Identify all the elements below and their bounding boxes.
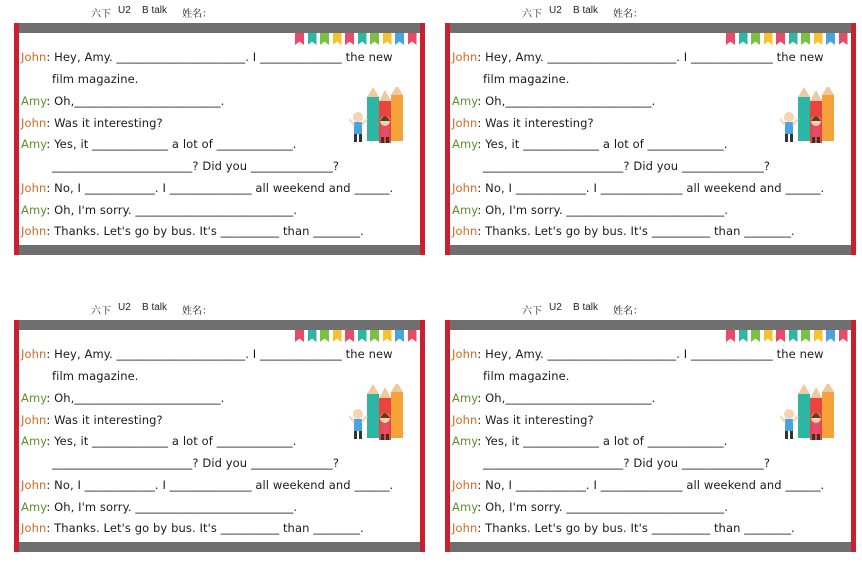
- dialogue-line: [21, 347, 393, 361]
- flag-icon: [789, 33, 798, 45]
- frame-border: [445, 542, 856, 552]
- dialogue-frame: [445, 320, 856, 552]
- frame-border: [445, 320, 450, 552]
- dialogue-line: [483, 456, 770, 470]
- frame-border: [445, 320, 856, 330]
- speaker-name: John: [21, 224, 47, 238]
- dialogue-line: [452, 347, 824, 361]
- bunting-flags-icon: [726, 33, 848, 45]
- dialogue-line: [21, 413, 163, 427]
- flag-icon: [395, 330, 404, 342]
- flag-icon: [826, 330, 835, 342]
- flag-icon: [751, 33, 760, 45]
- flag-icon: [320, 33, 329, 45]
- flag-icon: [408, 330, 417, 342]
- bunting-flags-icon: [726, 330, 848, 342]
- flag-icon: [801, 330, 810, 342]
- line-text: : Yes, it _____________ a lot of _____________.: [46, 137, 297, 151]
- line-text: : Was it interesting?: [46, 413, 163, 427]
- frame-border: [14, 245, 425, 255]
- flag-icon: [320, 330, 329, 342]
- dialogue-line: [21, 181, 393, 195]
- pencils-and-kids-icon: [780, 87, 842, 151]
- line-text: : No, I ____________. I ______________ all weekend and ______.: [477, 181, 825, 195]
- speaker-name: Amy: [452, 137, 478, 151]
- part-label: B talk: [573, 5, 599, 16]
- dialogue-frame: [14, 23, 425, 255]
- dialogue-line: [21, 137, 296, 151]
- line-text: : Oh,_________________________.: [46, 94, 225, 108]
- flag-icon: [345, 33, 354, 45]
- line-text: : Yes, it _____________ a lot of _____________.: [477, 434, 728, 448]
- grade-label: 六下: [91, 306, 111, 317]
- unit-label: U2: [118, 302, 131, 313]
- speaker-name: Amy: [21, 391, 47, 405]
- dialogue-line: [452, 181, 824, 195]
- speaker-name: Amy: [21, 500, 47, 514]
- flag-icon: [839, 330, 848, 342]
- part-label: B talk: [142, 302, 168, 313]
- frame-border: [14, 542, 425, 552]
- flag-icon: [814, 330, 823, 342]
- card-header: [14, 0, 425, 20]
- speaker-name: John: [452, 478, 478, 492]
- flag-icon: [751, 330, 760, 342]
- flag-icon: [358, 33, 367, 45]
- worksheet-card: [445, 297, 856, 555]
- flag-icon: [801, 33, 810, 45]
- line-text: : No, I ____________. I ______________ all weekend and ______.: [46, 181, 394, 195]
- flag-icon: [345, 330, 354, 342]
- dialogue-line: [483, 369, 570, 383]
- line-text: : Oh, I'm sorry. ___________________________.: [46, 203, 298, 217]
- speaker-name: Amy: [452, 500, 478, 514]
- flag-icon: [726, 33, 735, 45]
- flag-icon: [308, 330, 317, 342]
- unit-label: U2: [549, 302, 562, 313]
- dialogue-line: [52, 369, 139, 383]
- flag-icon: [789, 330, 798, 342]
- speaker-name: Amy: [452, 94, 478, 108]
- line-text: : Thanks. Let's go by bus. It's __________ than ________.: [46, 224, 364, 238]
- dialogue-frame: [14, 320, 425, 552]
- speaker-name: John: [452, 181, 478, 195]
- dialogue-line: [21, 500, 297, 514]
- line-text: film magazine.: [52, 369, 139, 383]
- grade-label: 六下: [91, 9, 111, 20]
- line-text: : Hey, Amy. ______________________. I ______________ the new: [46, 347, 393, 361]
- speaker-name: John: [21, 413, 47, 427]
- bunting-flags-icon: [295, 330, 417, 342]
- dialogue-line: [452, 116, 594, 130]
- line-text: : Thanks. Let's go by bus. It's __________ than ________.: [477, 521, 795, 535]
- speaker-name: Amy: [452, 434, 478, 448]
- speaker-name: Amy: [452, 391, 478, 405]
- line-text: : Oh,_________________________.: [46, 391, 225, 405]
- speaker-name: John: [452, 347, 478, 361]
- speaker-name: John: [21, 50, 47, 64]
- flag-icon: [383, 330, 392, 342]
- line-text: : No, I ____________. I ______________ all weekend and ______.: [477, 478, 825, 492]
- flag-icon: [295, 330, 304, 342]
- line-text: : Hey, Amy. ______________________. I ______________ the new: [477, 50, 824, 64]
- speaker-name: John: [21, 181, 47, 195]
- flag-icon: [308, 33, 317, 45]
- dialogue-line: [452, 137, 727, 151]
- line-text: : Was it interesting?: [46, 116, 163, 130]
- name-label: 姓名：: [182, 9, 212, 20]
- line-text: ________________________? Did you ______________?: [483, 159, 771, 173]
- dialogue-line: [452, 500, 728, 514]
- dialogue-line: [21, 224, 364, 238]
- line-text: film magazine.: [52, 72, 139, 86]
- flag-icon: [839, 33, 848, 45]
- frame-border: [14, 320, 425, 330]
- line-text: : Was it interesting?: [477, 413, 594, 427]
- frame-border: [14, 23, 19, 255]
- speaker-name: John: [21, 347, 47, 361]
- card-header: [14, 297, 425, 317]
- dialogue-line: [452, 478, 824, 492]
- dialogue-line: [452, 391, 655, 405]
- flag-icon: [333, 33, 342, 45]
- card-header: [445, 0, 856, 20]
- dialogue-line: [21, 94, 224, 108]
- dialogue-line: [452, 521, 795, 535]
- line-text: : Oh, I'm sorry. ___________________________.: [477, 203, 729, 217]
- line-text: : Thanks. Let's go by bus. It's __________ than ________.: [46, 521, 364, 535]
- dialogue-line: [52, 72, 139, 86]
- pencils-and-kids-icon: [780, 384, 842, 448]
- speaker-name: John: [21, 116, 47, 130]
- frame-border: [445, 23, 856, 33]
- grade-label: 六下: [522, 9, 542, 20]
- speaker-name: Amy: [21, 137, 47, 151]
- pencils-and-kids-icon: [349, 384, 411, 448]
- line-text: : Yes, it _____________ a lot of _____________.: [477, 137, 728, 151]
- name-label: 姓名：: [182, 306, 212, 317]
- flag-icon: [408, 33, 417, 45]
- dialogue-line: [452, 224, 795, 238]
- dialogue-line: [452, 94, 655, 108]
- dialogue-frame: [445, 23, 856, 255]
- flag-icon: [814, 33, 823, 45]
- dialogue-line: [452, 50, 824, 64]
- worksheet-card: [445, 0, 856, 258]
- flag-icon: [764, 330, 773, 342]
- dialogue-line: [21, 478, 393, 492]
- line-text: ________________________? Did you ______________?: [52, 456, 340, 470]
- dialogue-line: [452, 434, 727, 448]
- pencils-and-kids-icon: [349, 87, 411, 151]
- flag-icon: [370, 330, 379, 342]
- line-text: : Oh, I'm sorry. ___________________________.: [46, 500, 298, 514]
- speaker-name: Amy: [21, 94, 47, 108]
- speaker-name: John: [452, 521, 478, 535]
- dialogue-line: [52, 456, 339, 470]
- flag-icon: [295, 33, 304, 45]
- flag-icon: [776, 33, 785, 45]
- frame-border: [420, 320, 425, 552]
- flag-icon: [358, 330, 367, 342]
- part-label: B talk: [142, 5, 168, 16]
- dialogue-line: [21, 391, 224, 405]
- speaker-name: John: [452, 413, 478, 427]
- speaker-name: Amy: [21, 203, 47, 217]
- speaker-name: Amy: [21, 434, 47, 448]
- frame-border: [420, 23, 425, 255]
- frame-border: [445, 245, 856, 255]
- name-label: 姓名：: [613, 306, 643, 317]
- frame-border: [445, 23, 450, 255]
- flag-icon: [726, 330, 735, 342]
- dialogue-line: [21, 434, 296, 448]
- dialogue-line: [483, 72, 570, 86]
- line-text: film magazine.: [483, 369, 570, 383]
- dialogue-line: [21, 203, 297, 217]
- line-text: : Oh,_________________________.: [477, 391, 656, 405]
- dialogue-line: [452, 203, 728, 217]
- flag-icon: [395, 33, 404, 45]
- speaker-name: John: [452, 116, 478, 130]
- dialogue-line: [52, 159, 339, 173]
- worksheet-card: [14, 297, 425, 555]
- speaker-name: Amy: [452, 203, 478, 217]
- speaker-name: John: [21, 478, 47, 492]
- line-text: : Oh, I'm sorry. ___________________________.: [477, 500, 729, 514]
- dialogue-line: [21, 50, 393, 64]
- flag-icon: [764, 33, 773, 45]
- flag-icon: [739, 330, 748, 342]
- frame-border: [851, 23, 856, 255]
- unit-label: U2: [549, 5, 562, 16]
- speaker-name: John: [452, 50, 478, 64]
- line-text: : Hey, Amy. ______________________. I ______________ the new: [46, 50, 393, 64]
- dialogue-line: [21, 521, 364, 535]
- card-header: [445, 297, 856, 317]
- dialogue-line: [21, 116, 163, 130]
- flag-icon: [383, 33, 392, 45]
- flag-icon: [826, 33, 835, 45]
- name-label: 姓名：: [613, 9, 643, 20]
- dialogue-line: [483, 159, 770, 173]
- grade-label: 六下: [522, 306, 542, 317]
- line-text: ________________________? Did you ______________?: [483, 456, 771, 470]
- bunting-flags-icon: [295, 33, 417, 45]
- frame-border: [14, 23, 425, 33]
- line-text: : No, I ____________. I ______________ all weekend and ______.: [46, 478, 394, 492]
- unit-label: U2: [118, 5, 131, 16]
- line-text: : Yes, it _____________ a lot of _____________.: [46, 434, 297, 448]
- dialogue-line: [452, 413, 594, 427]
- flag-icon: [739, 33, 748, 45]
- line-text: : Thanks. Let's go by bus. It's __________ than ________.: [477, 224, 795, 238]
- speaker-name: John: [452, 224, 478, 238]
- line-text: : Was it interesting?: [477, 116, 594, 130]
- frame-border: [851, 320, 856, 552]
- line-text: : Oh,_________________________.: [477, 94, 656, 108]
- line-text: ________________________? Did you ______________?: [52, 159, 340, 173]
- flag-icon: [776, 330, 785, 342]
- worksheet-card: [14, 0, 425, 258]
- flag-icon: [370, 33, 379, 45]
- frame-border: [14, 320, 19, 552]
- flag-icon: [333, 330, 342, 342]
- line-text: : Hey, Amy. ______________________. I ______________ the new: [477, 347, 824, 361]
- speaker-name: John: [21, 521, 47, 535]
- part-label: B talk: [573, 302, 599, 313]
- line-text: film magazine.: [483, 72, 570, 86]
